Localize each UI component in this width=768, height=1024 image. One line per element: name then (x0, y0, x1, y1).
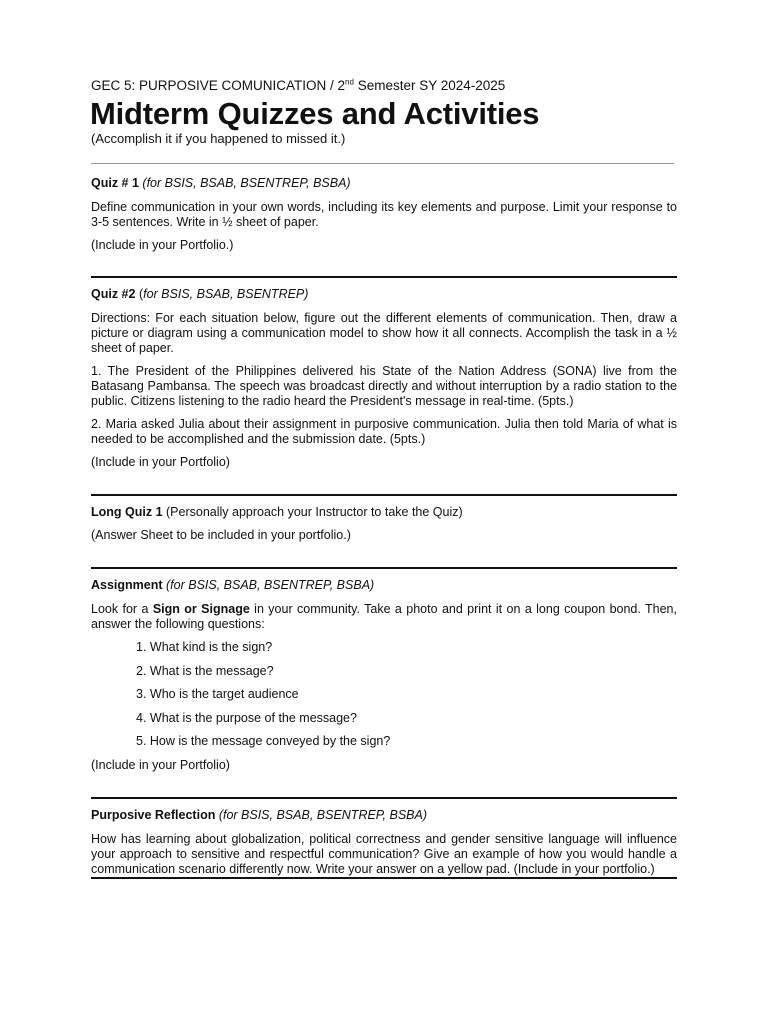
header-divider (91, 163, 674, 164)
quiz2-divider (91, 494, 677, 496)
quiz2-item-1: 1. The President of the Philippines delivered his State of the Nation Address (SONA) live from the Batasang Pambansa. The speech was broadcast directly and without interruption by a radio station to the public. Citizens listening to the radio heard the President's message in real-time. (5pts.) (91, 364, 677, 408)
quiz2-directions: Directions: For each situation below, figure out the different elements of communication. Then, draw a picture or diagram using a communication model to show how it all connects. Accomplish the task in a ½ sheet of paper. (91, 311, 677, 355)
reflection-divider (91, 877, 677, 879)
quiz2-heading: Quiz #2 (for BSIS, BSAB, BSENTREP) (91, 287, 309, 301)
quiz2-item-2: 2. Maria asked Julia about their assignment in purposive communication. Julia then told Maria of what is needed to be accomplished and the submission date. (5pts.) (91, 417, 677, 446)
question-item: 1. What kind is the sign? (136, 640, 273, 654)
quiz2-note: (Include in your Portfolio) (91, 455, 230, 469)
quiz1-heading: Quiz # 1 (for BSIS, BSAB, BSENTREP, BSBA) (91, 176, 351, 190)
assignment-divider (91, 797, 677, 799)
quiz1-note: (Include in your Portfolio.) (91, 238, 234, 252)
course-line: GEC 5: PURPOSIVE COMUNICATION / 2nd Semester SY 2024-2025 (91, 77, 506, 93)
assignment-questions (91, 640, 677, 749)
question-item: 5. How is the message conveyed by the sign? (136, 734, 391, 748)
quiz1-section (91, 176, 677, 253)
page-title: Midterm Quizzes and Activities (90, 96, 540, 131)
longquiz-heading: Long Quiz 1 (Personally approach your Instructor to take the Quiz) (91, 505, 463, 519)
longquiz-section (91, 505, 677, 543)
page-subtitle: (Accomplish it if you happened to missed it.) (91, 131, 346, 146)
quiz1-divider (91, 276, 677, 278)
question-item: 3. Who is the target audience (136, 687, 299, 701)
assignment-heading: Assignment (for BSIS, BSAB, BSENTREP, BSBA) (91, 578, 375, 592)
reflection-section (91, 808, 677, 877)
question-item: 4. What is the purpose of the message? (136, 710, 357, 725)
assignment-instructions: Look for a Sign or Signage in your community. Take a photo and print it on a long coupon bond. Then, answer the following questions: (91, 602, 677, 631)
reflection-heading: Purposive Reflection (for BSIS, BSAB, BSENTREP, BSBA) (91, 807, 427, 822)
longquiz-divider (91, 567, 677, 569)
reflection-instructions: How has learning about globalization, political correctness and gender sensitive language will influence your approach to sensitive and respectful communication? Give an example of how you would handle a communication scenario differently now. Write your answer on a yellow pad. (Include in your portfolio.) (91, 831, 677, 876)
assignment-section (91, 578, 677, 773)
quiz2-section (91, 287, 677, 470)
longquiz-note: (Answer Sheet to be included in your portfolio.) (91, 528, 351, 542)
assignment-note: (Include in your Portfolio) (91, 757, 230, 772)
document-page (91, 78, 677, 879)
quiz1-instructions: Define communication in your own words, including its key elements and purpose. Limit your response to 3-5 sentences. Write in ½ sheet of paper. (91, 200, 677, 229)
question-item: 2. What is the message? (136, 663, 274, 678)
